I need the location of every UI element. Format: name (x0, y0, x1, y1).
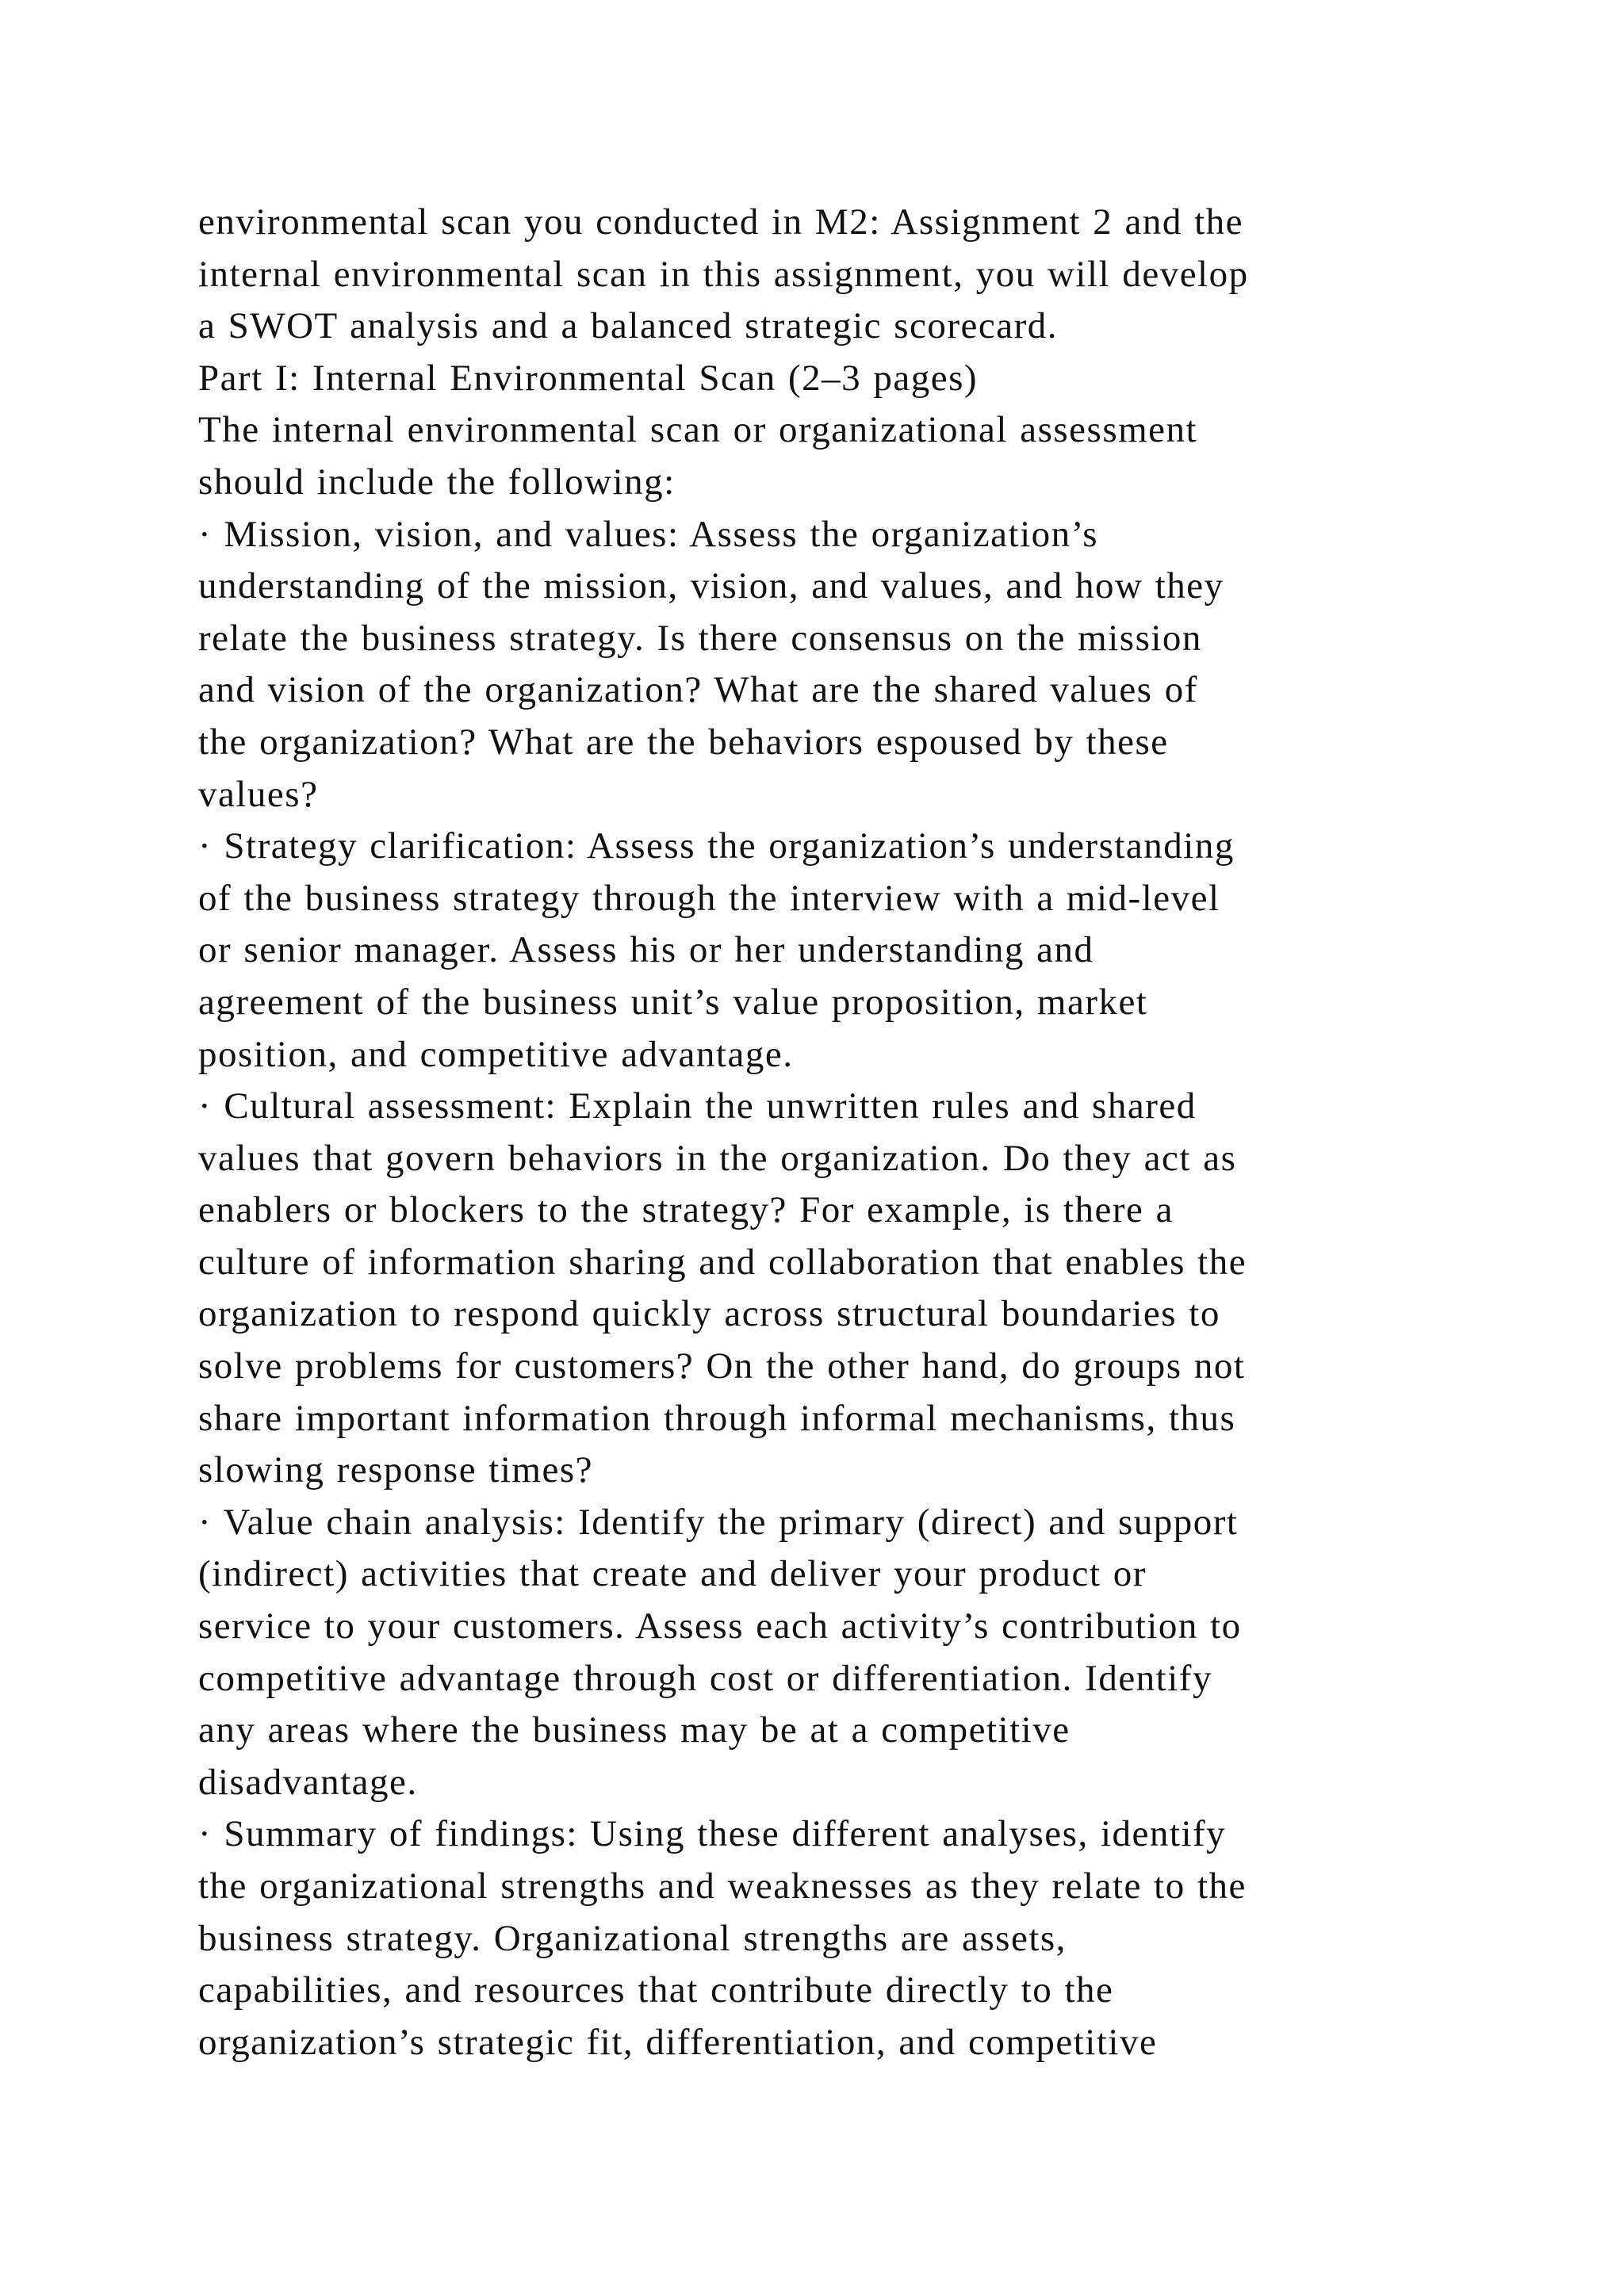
text-line: understanding of the mission, vision, and values, and how they (198, 565, 1224, 607)
text-line: position, and competitive advantage. (198, 1033, 794, 1075)
text-line: relate the business strategy. Is there consensus on the mission (198, 617, 1202, 659)
text-line: agreement of the business unit’s value proposition, market (198, 981, 1148, 1023)
text-line: slowing response times? (198, 1449, 593, 1491)
bullet-line: · Value chain analysis: Identify the primary (direct) and support (198, 1501, 1239, 1543)
text-line: culture of information sharing and collaboration that enables the (198, 1241, 1247, 1283)
text-line: service to your customers. Assess each activity’s contribution to (198, 1605, 1242, 1647)
text-line: should include the following: (198, 461, 676, 503)
text-line: enablers or blockers to the strategy? For example, is there a (198, 1189, 1174, 1231)
text-line: or senior manager. Assess his or her understanding and (198, 929, 1094, 971)
bullet-line: · Mission, vision, and values: Assess the organization’s (198, 513, 1098, 555)
text-line: the organization? What are the behaviors espoused by these (198, 721, 1169, 763)
section-heading: Part I: Internal Environmental Scan (2–3 pages) (198, 357, 979, 399)
text-line: values that govern behaviors in the organization. Do they act as (198, 1137, 1237, 1179)
text-line: solve problems for customers? On the other hand, do groups not (198, 1345, 1246, 1387)
document-body (198, 197, 1483, 2068)
text-line: organization’s strategic fit, differentiation, and competitive (198, 2021, 1158, 2063)
text-line: internal environmental scan in this assignment, you will develop (198, 253, 1249, 295)
text-line: business strategy. Organizational strengths are assets, (198, 1917, 1067, 1959)
text-line: any areas where the business may be at a competitive (198, 1709, 1071, 1751)
text-line: a SWOT analysis and a balanced strategic scorecard. (198, 305, 1059, 347)
text-line: values? (198, 773, 319, 815)
bullet-line: · Cultural assessment: Explain the unwritten rules and shared (198, 1085, 1197, 1127)
bullet-line: · Strategy clarification: Assess the organization’s understanding (198, 825, 1235, 867)
text-line: disadvantage. (198, 1761, 418, 1803)
text-line: (indirect) activities that create and deliver your product or (198, 1553, 1147, 1595)
text-line: The internal environmental scan or organizational assessment (198, 409, 1198, 451)
bullet-line: · Summary of findings: Using these different analyses, identify (198, 1813, 1227, 1855)
text-line: and vision of the organization? What are the shared values of (198, 669, 1198, 711)
text-line: organization to respond quickly across structural boundaries to (198, 1293, 1220, 1335)
text-line: environmental scan you conducted in M2: Assignment 2 and the (198, 201, 1244, 243)
text-line: the organizational strengths and weaknesses as they relate to the (198, 1866, 1247, 1907)
text-line: competitive advantage through cost or differentiation. Identify (198, 1657, 1212, 1699)
text-line: of the business strategy through the interview with a mid-level (198, 877, 1220, 919)
text-line: share important information through informal mechanisms, thus (198, 1397, 1236, 1439)
text-line: capabilities, and resources that contribute directly to the (198, 1969, 1114, 2011)
